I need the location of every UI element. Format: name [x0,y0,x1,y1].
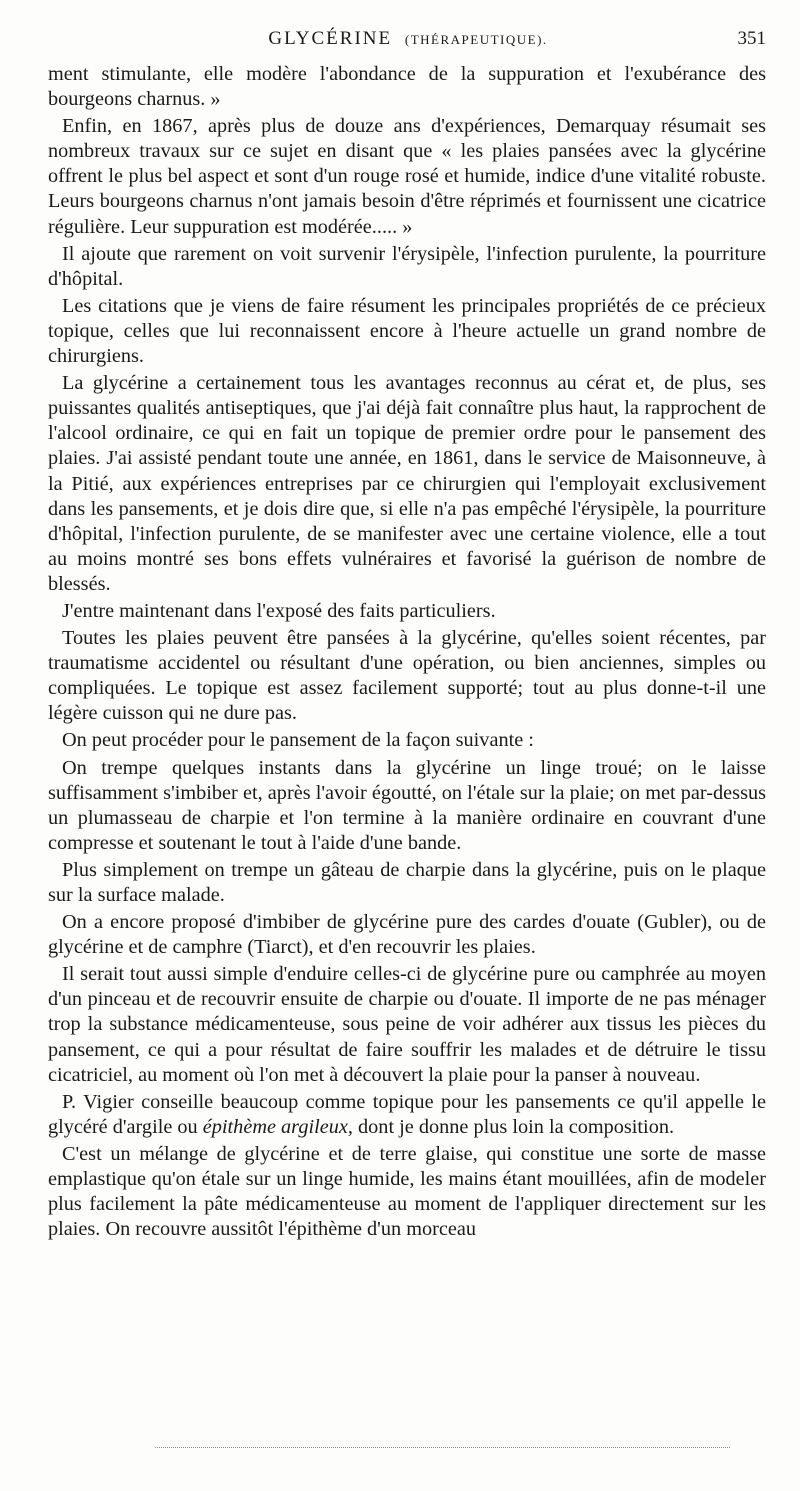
paragraph: On peut procéder pour le pansement de la façon suivante : [62,729,534,752]
paragraph: Les citations que je viens de faire résument les principales propriétés de ce précieux topique, celles que lui reconnaissent encore à l'heure actuelle un grand nombre de chirurgiens. [48,294,766,368]
running-title [48,28,768,50]
footer-dotted-rule [155,1447,730,1448]
text-run: dont je donne plus loin la composition. [352,1115,675,1138]
paragraph: Il ajoute que rarement on voit survenir l'érysipèle, l'infection purulente, la pourriture d'hôpital. [48,242,766,290]
paragraph: La glycérine a certainement tous les avantages reconnus au cérat et, de plus, ses puissantes qualités antiseptiques, que j'ai déjà fait connaître plus haut, la rapprochent de l'alcool ordinaire, ce qui en fait un topique de premier ordre pour le pansement des plaies. J'ai assisté pendant toute une année, en 1861, dans le service de Maisonneuve, à la Pitié, aux expériences entreprises par ce chirurgien qui l'employait exclusivement dans les pansements, et je dois dire que, si elle n'a pas empêché l'érysipèle, la pourriture d'hôpital, l'infection purulente, de se manifester avec une certaine violence, elle a tout au moins montré ses bons effets vulnéraires et favorisé la guérison de nombre de blessés. [48,372,766,595]
paragraph: Plus simplement on trempe un gâteau de charpie dans la glycérine, puis on le plaque sur la surface malade. [48,858,766,906]
paragraph: Enfin, en 1867, après plus de douze ans d'expériences, Demarquay résumait ses nombreux travaux sur ce sujet en disant que « les plaies pansées avec la glycérine offrent le plus bel aspect et sont d'un rouge rosé et humide, indice d'une vitalité robuste. Leurs bourgeons charnus n'ont jamais besoin d'être réprimés et fournissent une cicatrice régulière. Leur suppuration est modérée..... » [48,115,766,238]
paragraph: J'entre maintenant dans l'exposé des faits particuliers. [62,599,496,622]
running-header [48,28,768,58]
paragraph: C'est un mélange de glycérine et de terre glaise, qui constitue une sorte de masse emplastique qu'on étale sur un linge humide, les mains étant mouillées, afin de modeler plus facilement la pâte médicamenteuse au moment de l'appliquer directement sur les plaies. On recouvre aussitôt l'épithème d'un morceau [48,1142,766,1241]
paragraph: On a encore proposé d'imbiber de glycérine pure des cardes d'ouate (Gubler), ou de glycérine et de camphre (Tiarct), et d'en recouvrir les plaies. [48,911,766,959]
running-title-subtitle: (THÉRAPEUTIQUE). [404,32,548,47]
paragraph: Toutes les plaies peuvent être pansées à la glycérine, qu'elles soient récentes, par traumatisme accidentel ou résultant d'une opération, ou bien anciennes, simples ou compliquées. Le topique est assez facilement supporté; tout au plus donne-t-il une légère cuisson qui ne dure pas. [48,627,766,725]
paragraph-vigier [48,1090,766,1140]
running-title-main: GLYCÉRINE [268,28,393,49]
page-number: 351 [737,28,766,49]
paragraph: ment stimulante, elle modère l'abondance de la suppuration et l'exubérance des bourgeons charnus. » [48,63,766,111]
body-text [48,62,766,1244]
text-run: P. Vigier conseille beaucoup comme topique pour les pansements ce qu'il appelle le glycéré d'argile ou [48,1090,766,1138]
paragraph: Il serait tout aussi simple d'enduire celles-ci de glycérine pure ou camphrée au moyen d'un pinceau et de recouvrir ensuite de charpie ou d'ouate. Il importe de ne pas ménager trop la substance médicamenteuse, sous peine de voir adhérer aux tissus les pièces du pansement, ce qui a pour résultat de faire souffrir les malades et de détruire le tissu cicatriciel, au moment où l'on met à découvert la plaie pour la panser à nouveau. [48,963,766,1086]
italic-term: épithème argileux, [202,1115,353,1138]
paragraph: On trempe quelques instants dans la glycérine un linge troué; on le laisse suffisamment s'imbiber et, après l'avoir égoutté, on l'étale sur la plaie; on met par-dessus un plumasseau de charpie et l'on termine à la manière ordinaire en couvrant d'une compresse et soutenant le tout à l'aide d'une bande. [48,756,766,854]
